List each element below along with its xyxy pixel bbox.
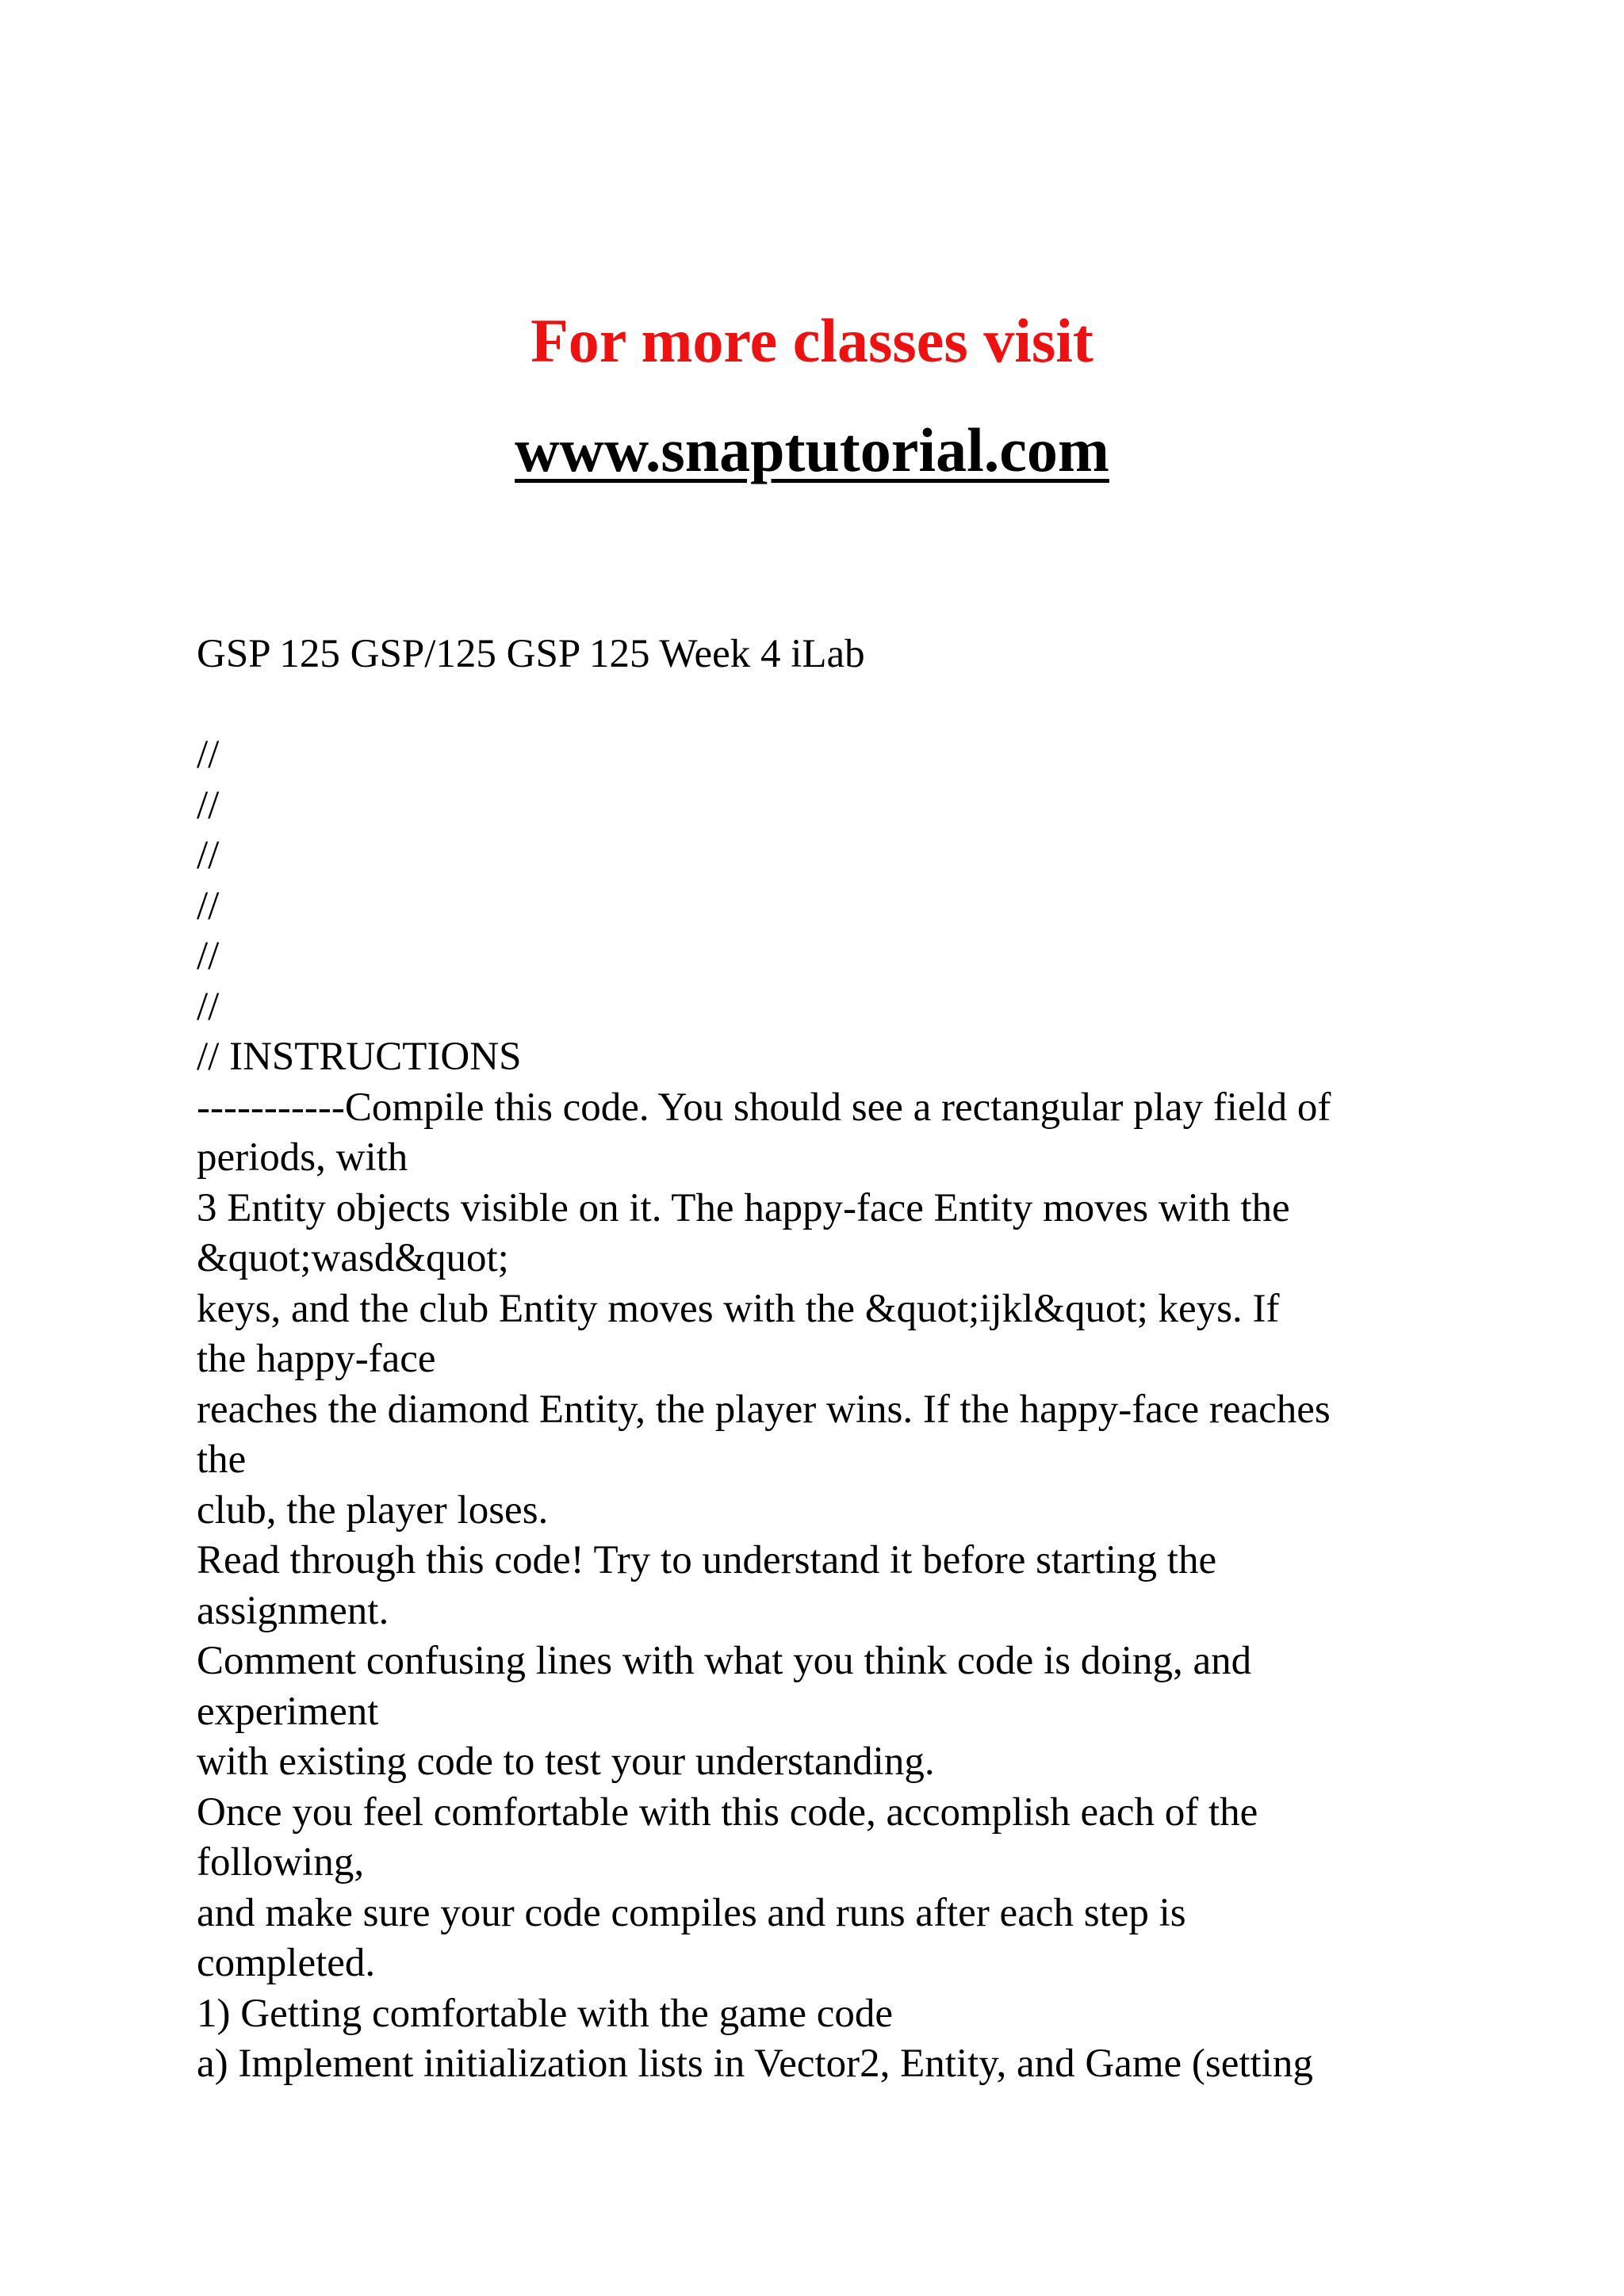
text-line: assignment. xyxy=(197,1588,389,1633)
text-line: // xyxy=(197,883,220,928)
text-line: 3 Entity objects visible on it. The happy-face Entity moves with the xyxy=(197,1185,1290,1230)
text-line: // INSTRUCTIONS xyxy=(197,1035,522,1079)
text-line: // xyxy=(197,934,220,978)
text-line: // xyxy=(197,833,220,878)
text-line: periods, with xyxy=(197,1135,408,1180)
text-line: Comment confusing lines with what you think code is doing, and xyxy=(197,1639,1252,1683)
promo-heading: For more classes visit xyxy=(530,306,1094,375)
text-line: &quot;wasd&quot; xyxy=(197,1236,509,1280)
text-line: keys, and the club Entity moves with the &quot;ijkl&quot; keys. If xyxy=(197,1286,1280,1331)
document-title: GSP 125 GSP/125 GSP 125 Week 4 iLab xyxy=(197,632,865,676)
text-line: completed. xyxy=(197,1941,376,1985)
text-line: Once you feel comfortable with this code, accomplish each of the xyxy=(197,1789,1258,1835)
text-line: -----------Compile this code. You should see a rectangular play field of xyxy=(197,1085,1331,1130)
text-line: a) Implement initialization lists in Vector2, Entity, and Game (setting xyxy=(197,2042,1313,2086)
text-line: 1) Getting comfortable with the game code xyxy=(197,1991,894,2036)
text-line: // xyxy=(197,733,220,777)
text-line: the happy-face xyxy=(197,1337,436,1381)
text-line: // xyxy=(197,984,220,1029)
promo-link[interactable]: www.snaptutorial.com xyxy=(515,415,1109,484)
text-line: club, the player loses. xyxy=(197,1487,549,1533)
text-line: following, xyxy=(197,1840,365,1885)
text-line: // xyxy=(197,783,220,828)
text-line: reaches the diamond Entity, the player wins. If the happy-face reaches xyxy=(197,1387,1331,1432)
text-line: experiment xyxy=(197,1689,379,1734)
document-body xyxy=(197,629,1450,2090)
text-line: the xyxy=(197,1437,247,1482)
text-line: with existing code to test your understanding. xyxy=(197,1739,935,1784)
text-line: Read through this code! Try to understand it before starting the xyxy=(197,1538,1217,1582)
text-line: and make sure your code compiles and runs after each step is xyxy=(197,1890,1186,1935)
